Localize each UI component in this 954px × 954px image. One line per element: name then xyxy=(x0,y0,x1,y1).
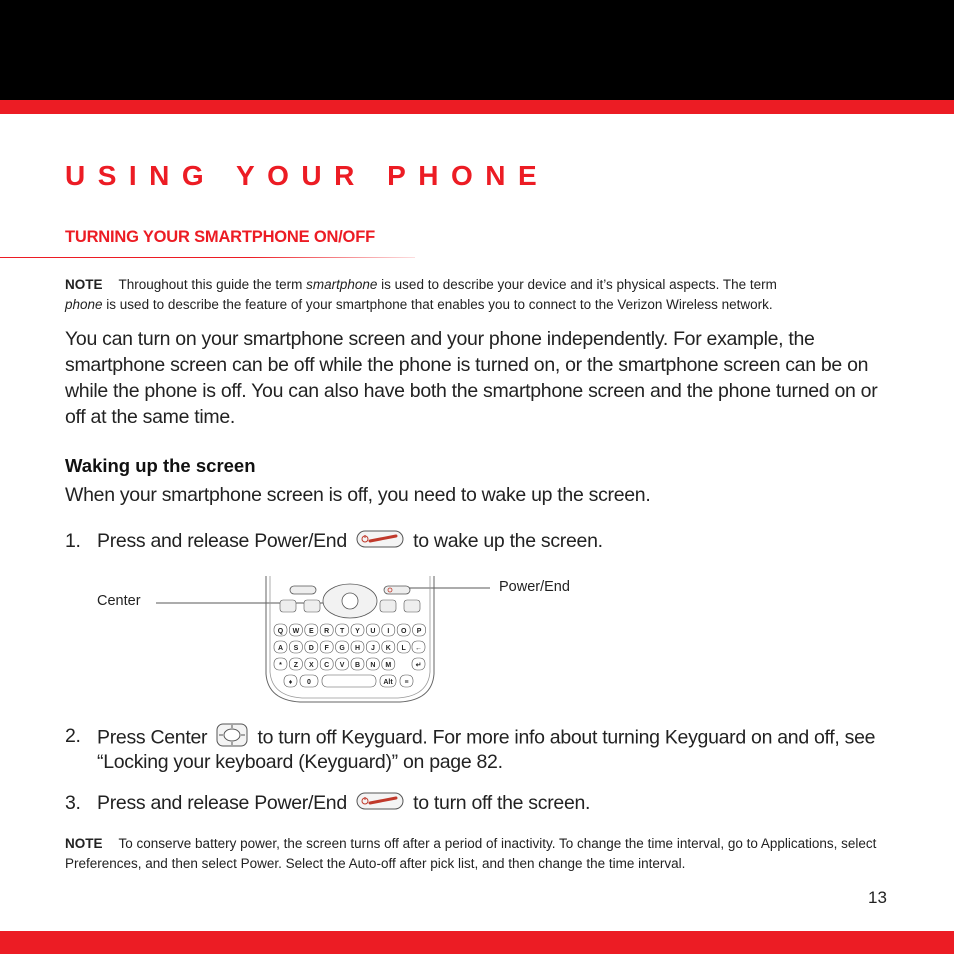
note-text: is used to describe your device and it’s physical aspects. The term xyxy=(377,277,777,292)
key-label: H xyxy=(354,645,361,652)
key-label: P xyxy=(416,628,422,635)
chapter-title: USING YOUR PHONE xyxy=(65,160,550,191)
subsection-title: Waking up the screen xyxy=(65,455,256,476)
key-label: W xyxy=(292,628,300,635)
note-text: To conserve battery power, the screen turns off after a period of inactivity. To change the time interval, go to Applications, select Preferences, and then select Power. Select the Auto-off after pick list, and then change the time interval. xyxy=(65,836,877,871)
key-label: C xyxy=(324,662,330,669)
key-label: E xyxy=(308,628,314,635)
key-label: F xyxy=(324,645,329,652)
key-label: B xyxy=(354,662,361,669)
note-label: NOTE xyxy=(65,277,103,292)
key-label: S xyxy=(293,645,299,652)
key-label: T xyxy=(339,628,345,635)
key-label: K xyxy=(385,645,391,652)
key-space xyxy=(322,675,376,687)
key-label: Q xyxy=(277,628,284,635)
key-label: ↵ xyxy=(415,662,422,669)
step-number: 3. xyxy=(65,792,81,814)
key-label: ← xyxy=(415,645,422,652)
key-label: I xyxy=(387,628,390,635)
key-label: ♦ xyxy=(288,679,293,686)
key-label: M xyxy=(385,662,392,669)
key-label: G xyxy=(339,645,345,652)
step-number: 2. xyxy=(65,725,81,747)
step-text: to wake up the screen. xyxy=(413,530,603,552)
key-label: O xyxy=(400,628,407,635)
key-label: V xyxy=(339,662,345,669)
step-text: Press and release Power/End xyxy=(97,792,347,814)
phone-button xyxy=(290,586,316,594)
key-label: * xyxy=(279,662,282,669)
key-label: J xyxy=(370,645,375,652)
note-text: is used to describe the feature of your smartphone that enables you to connect to the Verizon Wireless network. xyxy=(102,297,773,312)
key-label: 0 xyxy=(307,679,311,686)
center-key xyxy=(342,593,358,609)
term-phone: phone xyxy=(65,297,103,312)
term-smartphone: smartphone xyxy=(306,277,378,292)
step-number: 1. xyxy=(65,530,81,552)
intro-paragraph: You can turn on your smartphone screen and your phone independently. For example, the smartphone screen can be off while the phone is turned on, or the smartphone screen can be on while the phone is off. You can also have both the smartphone screen and the phone turned on or off at the same time. xyxy=(65,328,878,428)
note-text: Throughout this guide the term xyxy=(118,277,307,292)
key-label: ≡ xyxy=(404,679,409,686)
page-number: 13 xyxy=(868,888,887,907)
key-label: U xyxy=(370,628,376,635)
key-label: R xyxy=(324,628,330,635)
section-title: TURNING YOUR SMARTPHONE ON/OFF xyxy=(65,228,375,246)
step-text: Press Center xyxy=(97,726,208,749)
callout-power-label: Power/End xyxy=(499,579,570,595)
key-label: Alt xyxy=(383,679,393,686)
step-text: Press and release Power/End xyxy=(97,530,347,552)
step-text-continued: “Locking your keyboard (Keyguard)” on page 82. xyxy=(97,751,503,773)
key-label: D xyxy=(308,645,314,652)
subsection-lead: When your smartphone screen is off, you need to wake up the screen. xyxy=(65,484,651,506)
note-label: NOTE xyxy=(65,836,103,851)
key-label: N xyxy=(370,662,376,669)
smartphone-keyboard-illustration xyxy=(260,574,440,711)
key-label: A xyxy=(277,645,284,652)
key-label: X xyxy=(308,662,314,669)
note-battery xyxy=(65,834,895,874)
key-label: Y xyxy=(355,628,360,635)
footer-red-band xyxy=(0,931,954,954)
key-label: Z xyxy=(293,662,299,669)
step-text: to turn off Keyguard. For more info about turning Keyguard on and off, see xyxy=(257,726,876,749)
step-text: to turn off the screen. xyxy=(413,792,591,814)
power-end-button-icon xyxy=(356,791,404,817)
key-label: L xyxy=(401,645,406,652)
callout-center-label: Center xyxy=(97,593,141,609)
